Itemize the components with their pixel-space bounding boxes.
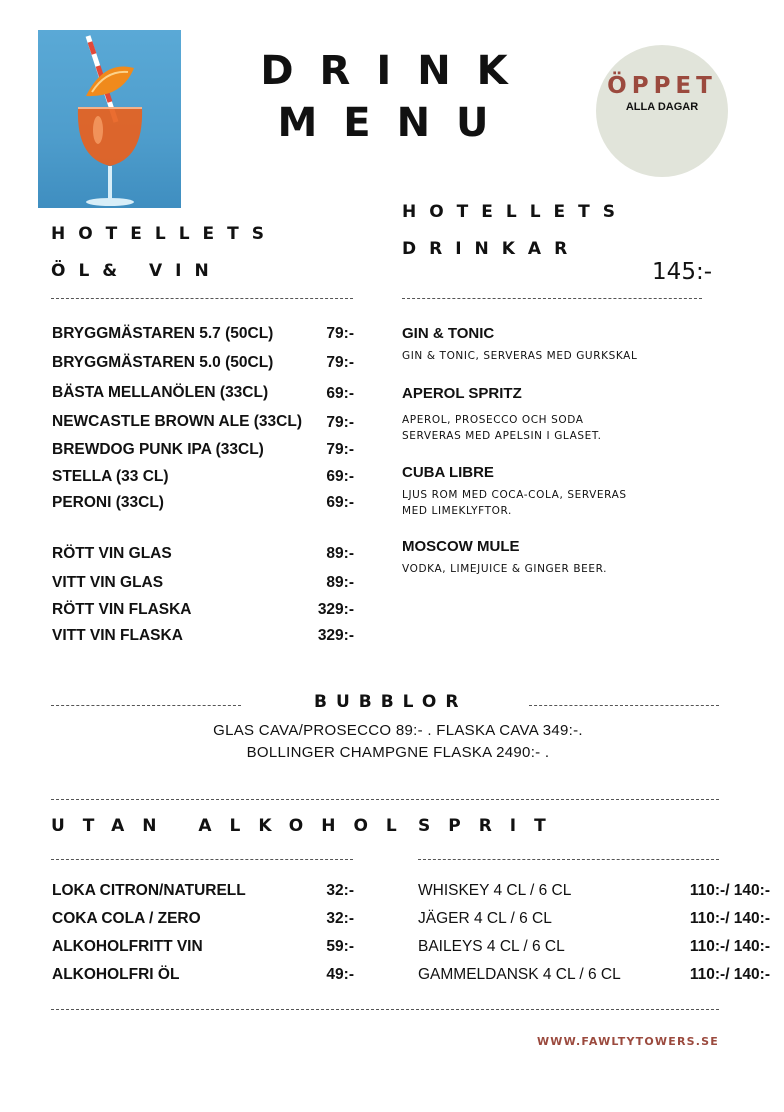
non-alcoholic-price: 59:-	[326, 938, 354, 955]
beer-price: 69:-	[326, 494, 354, 511]
drinks-heading-line1: HOTELLETS	[402, 202, 629, 222]
menu-title-line1: DRINK	[260, 48, 534, 94]
non-alcoholic-price: 49:-	[326, 966, 354, 983]
wine-name: RÖTT VIN GLAS	[52, 545, 172, 562]
drink-name: GIN & TONIC	[402, 325, 495, 342]
non-alcoholic-name: ALKOHOLFRITT VIN	[52, 938, 203, 955]
badge-subtitle: ALLA DAGAR	[625, 101, 699, 113]
beer-name: BRYGGMÄSTAREN 5.0 (50CL)	[52, 354, 274, 371]
divider	[51, 859, 353, 860]
beer-name: NEWCASTLE BROWN ALE (33CL)	[52, 413, 302, 430]
beer-price: 69:-	[326, 385, 354, 402]
non-alcoholic-heading: UTAN ALKOHOL	[51, 816, 415, 836]
spirit-price: 110:-/ 140:-	[689, 882, 770, 899]
beer-price: 79:-	[326, 441, 354, 458]
beer-price: 79:-	[326, 354, 354, 371]
beer-wine-heading-line1: HOTELLETS	[51, 224, 278, 244]
beer-price: 79:-	[326, 325, 354, 342]
divider	[402, 298, 702, 299]
spirit-name: BAILEYS 4 CL / 6 CL	[418, 938, 565, 955]
wine-price: 89:-	[326, 545, 354, 562]
badge-title: ÖPPET	[607, 73, 717, 99]
wine-price: 89:-	[326, 574, 354, 591]
beer-price: 69:-	[326, 468, 354, 485]
bubbles-line2: BOLLINGER CHAMPGNE FLASKA 2490:- .	[246, 744, 550, 761]
spirits-heading: SPRIT	[418, 816, 564, 836]
non-alcoholic-name: ALKOHOLFRI ÖL	[52, 966, 180, 983]
non-alcoholic-name: LOKA CITRON/NATURELL	[52, 882, 246, 899]
beer-name: BRYGGMÄSTAREN 5.7 (50CL)	[52, 325, 274, 342]
drink-name: APEROL SPRITZ	[402, 385, 522, 402]
drink-photo	[38, 30, 181, 208]
spirit-price: 110:-/ 140:-	[689, 938, 770, 955]
bubbles-heading: BUBBLOR	[314, 692, 468, 712]
spirit-name: JÄGER 4 CL / 6 CL	[418, 910, 552, 927]
drink-name: CUBA LIBRE	[402, 464, 494, 481]
non-alcoholic-price: 32:-	[326, 910, 354, 927]
non-alcoholic-name: COKA COLA / ZERO	[52, 910, 201, 927]
divider	[51, 705, 241, 706]
spirit-name: GAMMELDANSK 4 CL / 6 CL	[418, 966, 621, 983]
spirit-price: 110:-/ 140:-	[689, 910, 770, 927]
divider	[51, 298, 353, 299]
wine-price: 329:-	[317, 601, 354, 618]
spirit-name: WHISKEY 4 CL / 6 CL	[418, 882, 572, 899]
divider	[529, 705, 719, 706]
bubbles-line1: GLAS CAVA/PROSECCO 89:- . FLASKA CAVA 349:-.	[213, 722, 583, 739]
beer-wine-heading-line2: ÖL& VIN	[51, 261, 222, 281]
beer-price: 79:-	[326, 414, 354, 431]
drink-description: APEROL, PROSECCO OCH SODA	[402, 414, 584, 426]
wine-name: VITT VIN GLAS	[52, 574, 164, 591]
wine-name: VITT VIN FLASKA	[52, 627, 183, 644]
opening-hours-badge	[596, 45, 728, 177]
website-link[interactable]: WWW.FAWLTYTOWERS.SE	[536, 1035, 719, 1048]
drinks-heading-line2: DRINKAR	[402, 239, 581, 259]
menu-title-line2: MENU	[277, 100, 515, 146]
beer-name: BÄSTA MELLANÖLEN (33CL)	[52, 384, 269, 401]
drinks-price: 145:-	[652, 259, 712, 285]
aperol-spritz-illustration	[38, 30, 181, 208]
wine-price: 329:-	[317, 627, 354, 644]
beer-name: STELLA (33 CL)	[52, 468, 169, 485]
drink-name: MOSCOW MULE	[402, 538, 520, 555]
drink-description: MED LIMEKLYFTOR.	[402, 505, 512, 517]
beer-name: BREWDOG PUNK IPA (33CL)	[52, 441, 264, 458]
drink-description: SERVERAS MED APELSIN I GLASET.	[402, 430, 602, 442]
drink-description: LJUS ROM MED COCA-COLA, SERVERAS	[402, 489, 627, 501]
non-alcoholic-price: 32:-	[326, 882, 354, 899]
divider	[51, 799, 719, 800]
drink-description: VODKA, LIMEJUICE & GINGER BEER.	[402, 563, 608, 575]
divider	[51, 1009, 719, 1010]
drink-description: GIN & TONIC, SERVERAS MED GURKSKAL	[402, 350, 638, 362]
wine-name: RÖTT VIN FLASKA	[52, 601, 192, 618]
divider	[418, 859, 719, 860]
spirit-price: 110:-/ 140:-	[689, 966, 770, 983]
beer-name: PERONI (33CL)	[52, 494, 164, 511]
